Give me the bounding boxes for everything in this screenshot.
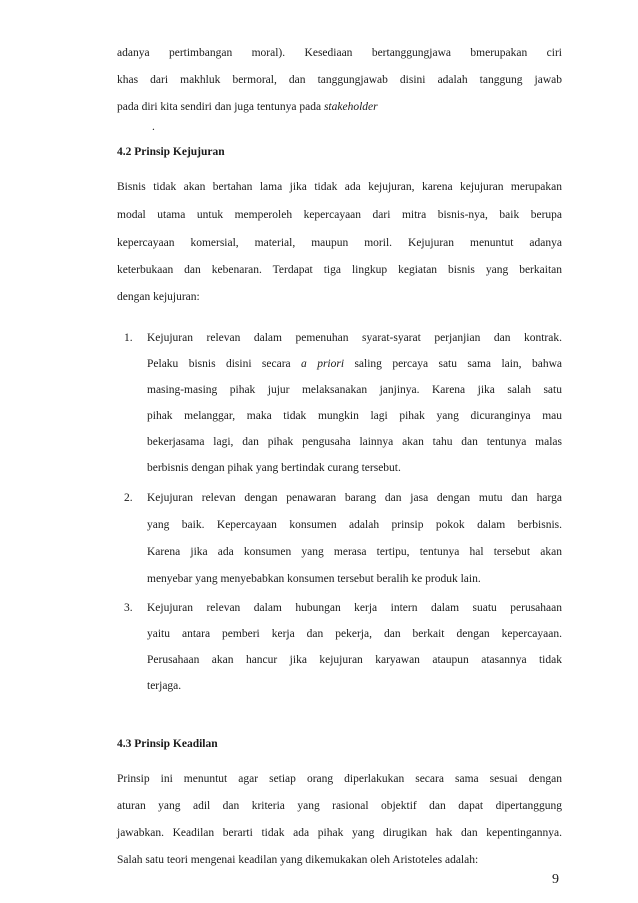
para-4-2-line-5: dengan kejujuran: xyxy=(117,291,200,303)
list-item-2-line-2: yang baik. Kepercayaan konsumen adalah prinsip pokok dalam berbisnis. xyxy=(147,519,562,531)
a-priori-term: a priori xyxy=(301,358,345,370)
list-item-1-line-2 xyxy=(147,357,562,371)
list-item-2-line-1: Kejujuran relevan dengan penawaran barang dan jasa dengan mutu dan harga xyxy=(147,492,562,504)
list-item-3-line-2: yaitu antara pemberi kerja dan pekerja, dan berkait dengan kepercayaan. xyxy=(147,628,562,640)
list-item-1-line-3: masing-masing pihak jujur melaksanakan janjinya. Karena jika salah satu xyxy=(147,384,562,396)
para-4-3-line-2: aturan yang adil dan kriteria yang rasional objektif dan dapat dipertanggung xyxy=(117,800,562,812)
list-item-1-line-4: pihak melanggar, maka tidak mungkin lagi pihak yang dicuranginya mau xyxy=(147,410,562,422)
item-1-line-2-b: saling percaya satu sama lain, bahwa xyxy=(344,358,562,370)
intro-line-3 xyxy=(117,100,562,114)
stakeholder-term: stakeholder xyxy=(323,101,378,113)
para-4-3-line-3: jawabkan. Keadilan berarti tidak ada pihak yang dirugikan hak dan kepentingannya. xyxy=(117,827,562,839)
list-item-3-line-4: terjaga. xyxy=(147,680,182,692)
list-item-3-line-3: Perusahaan akan hancur jika kejujuran karyawan ataupun atasannya tidak xyxy=(147,654,562,666)
section-4-3-heading: 4.3 Prinsip Keadilan xyxy=(117,738,218,750)
list-item-3-line-1: Kejujuran relevan dalam hubungan kerja intern dalam suatu perusahaan xyxy=(147,602,562,614)
para-4-2-line-1: Bisnis tidak akan bertahan lama jika tidak ada kejujuran, karena kejujuran merupakan xyxy=(117,181,562,193)
para-4-3-line-1: Prinsip ini menuntut agar setiap orang diperlakukan secara sama sesuai dengan xyxy=(117,773,562,785)
list-item-1-number: 1. xyxy=(124,332,133,344)
section-4-2-heading: 4.2 Prinsip Kejujuran xyxy=(117,146,225,158)
item-1-line-2-a: Pelaku bisnis disini secara xyxy=(147,358,302,370)
stray-dot: . xyxy=(152,121,155,133)
intro-line-1: adanya pertimbangan moral). Kesediaan bertanggungjawa bmerupakan ciri xyxy=(117,47,562,59)
list-item-2-line-3: Karena jika ada konsumen yang merasa tertipu, tentunya hal tersebut akan xyxy=(147,546,562,558)
intro-line-2: khas dari makhluk bermoral, dan tanggungjawab disini adalah tanggung jawab xyxy=(117,74,562,86)
page-number: 9 xyxy=(552,872,559,887)
intro-line-3-text: pada diri kita sendiri dan juga tentunya pada xyxy=(117,101,324,113)
list-item-3-number: 3. xyxy=(124,602,133,614)
list-item-1-line-6: berbisnis dengan pihak yang bertindak curang tersebut. xyxy=(147,462,401,474)
list-item-1-line-5: bekerjasama lagi, dan pihak pengusaha lainnya akan tahu dan tentunya malas xyxy=(147,436,562,448)
para-4-3-line-4: Salah satu teori mengenai keadilan yang dikemukakan oleh Aristoteles adalah: xyxy=(117,854,479,866)
list-item-1-line-1: Kejujuran relevan dalam pemenuhan syarat-syarat perjanjian dan kontrak. xyxy=(147,332,562,344)
list-item-2-line-4: menyebar yang menyebabkan konsumen tersebut beralih ke produk lain. xyxy=(147,573,481,585)
para-4-2-line-4: keterbukaan dan kebenaran. Terdapat tiga lingkup kegiatan bisnis yang berkaitan xyxy=(117,264,562,276)
list-item-2-number: 2. xyxy=(124,492,133,504)
para-4-2-line-3: kepercayaan komersial, material, maupun moril. Kejujuran menuntut adanya xyxy=(117,237,562,249)
para-4-2-line-2: modal utama untuk memperoleh kepercayaan dari mitra bisnis-nya, baik berupa xyxy=(117,209,562,221)
